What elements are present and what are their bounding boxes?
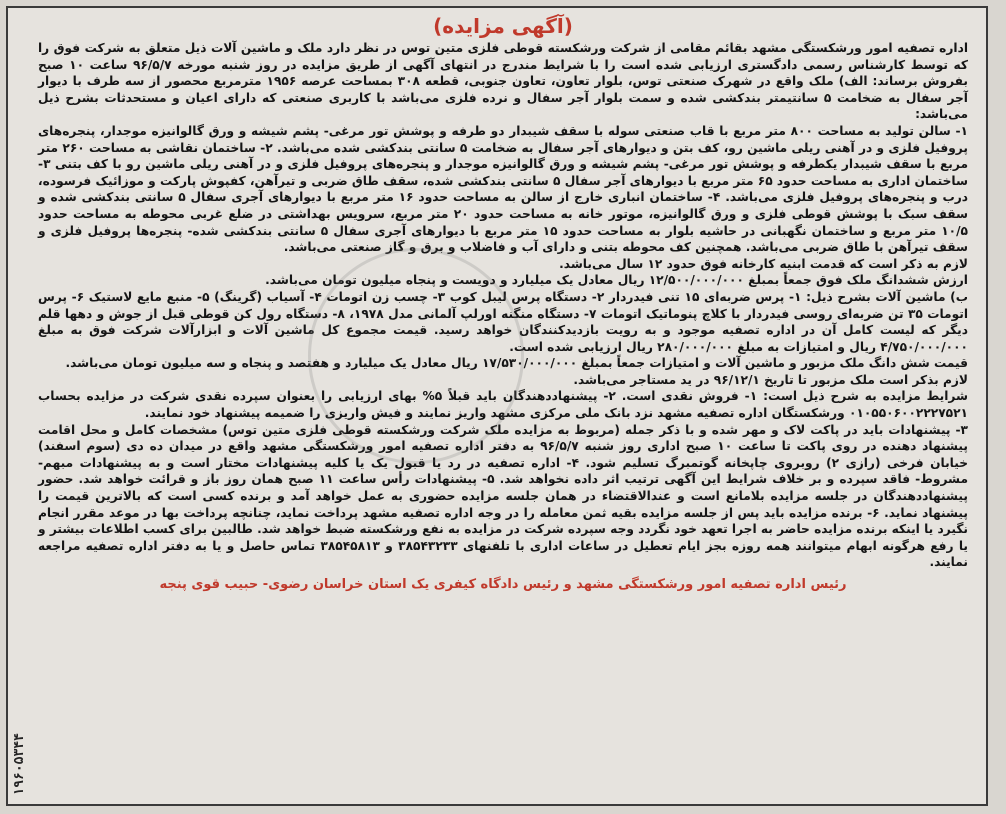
paragraph-machinery: ب) ماشین آلات بشرح ذیل: ۱- پرس ضربه‌ای ۱۵ تنی فیدردار ۲- دستگاه پرس لیبل کوب ۳- چسب زن اتومات ۴- آسیاب (گرینگ) ۵- منبع مایع لاستیک ۶- پرس اتومات ۳۵ تن ضربه‌ای روسی فیدردار با کلاچ پنوماتیک اتومات ۷- دستگاه منگنه اورلپ آلمانی مدل ۱۹۷۸، ۸- دستگاه رول کن قوطی قبل از جوش و دهها قلم دیگر که لیست کامل آن در اداره تصفیه موجود و به رویت بازدیدکنندگان خواهد رسید. قیمت مجموع کل ماشین آلات و ابزارآلات شرکت فوق به مبلغ ۴/۷۵۰/۰۰۰/۰۰۰ ریال و امتیازات به مبلغ ۲۸۰/۰۰۰/۰۰۰ ریال ارزیابی شده است. — [38, 289, 969, 354]
paragraph-intro: اداره تصفیه امور ورشکستگی مشهد بقائم مقامی از شرکت ورشکسته قوطی فلزی متین توس در نظر دارد ملک و ماشین آلات ذیل متعلق به شرکت فوق را که توسط کارشناس رسمی دادگستری ارزیابی شده است را با شرایط مندرج در انتهای آگهی از طریق مزایده در روز شنبه مورخه ۹۶/۵/۷ ساعت ۱۰ صبح بفروش برساند: الف) ملک واقع در شهرک صنعتی توس، بلوار تعاون، تعاون جنوبی، قطعه ۳۰۸ بمساحت عرصه ۱۹۵۶ مترمربع محصور از سه طرف با دیوار آجر سفال به ضخامت ۵ سانتیمتر بندکشی شده و سمت بلوار آجر سفال و نرده فلزی می‌باشد با کاربری صنعتی که دارای اعیان و مستحدثات بشرح ذیل می‌باشد: — [38, 41, 969, 122]
paragraph-property-value: ارزش ششدانگ ملک فوق جمعاً بمبلغ ۱۲/۵۰۰/۰۰۰/۰۰۰ ریال معادل یک میلیارد و دویست و پنجاه میلیون تومان می‌باشد. — [265, 273, 968, 288]
notice-sheet — [6, 6, 988, 806]
signature-line: رئیس اداره تصفیه امور ورشکستگی مشهد و رئیس دادگاه کیفری یک استان خراسان رضوی- حبیب قوی پنجه — [159, 577, 847, 592]
side-code: ۱۹۶۰۵۳۴۴ — [12, 733, 27, 796]
paragraph-tenant: لازم بذکر است ملک مزبور تا تاریخ ۹۶/۱۲/۱ در ید مستاجر می‌باشد. — [573, 372, 968, 387]
paragraph-conditions: شرایط مزایده به شرح ذیل است: ۱- فروش نقدی است. ۲- پیشنهاددهندگان باید قبلاً ۵% بهای ارزیابی را بعنوان سپرده نقدی شرکت در مزایده بحساب ۰۱۰۵۵۰۶۰۰۲۲۲۷۵۲۱ ورشکستگان اداره تصفیه مشهد نزد بانک ملی مرکزی مشهد واریز نمایند و فیش واریزی را ضمیمه پیشنهاد خود نمایند. — [38, 389, 968, 421]
paragraph-total-value: قیمت شش دانگ ملک مزبور و ماشین آلات و امتیازات جمعاً بمبلغ ۱۷/۵۳۰/۰۰۰/۰۰۰ ریال معادل یک میلیارد و هفتصد و پنجاه و سه میلیون تومان می‌باشد. — [65, 356, 968, 371]
paragraph-submission-rules: ۳- پیشنهادات باید در پاکت لاک و مهر شده و با ذکر جمله (مربوط به مزایده ملک شرکت ورشکسته قوطی فلزی متین توس) مشخصات کامل و محل اقامت پیشنهاد دهنده در روی پاکت تا ساعت ۱۰ صبح اداری روز شنبه ۹۶/۵/۷ به دفتر اداره تصفیه امور ورشکستگی مشهد واقع در میدان ده دی (سوم اسفند) خیابان فرخی (رازی ۲) روبروی چاپخانه گوتمبرگ تسلیم شود. ۴- اداره تصفیه در رد یا قبول یک یا کلیه پیشنهادات مختار است و به پیشنهادات مبهم- مشروط- فاقد سپرده و بر خلاف شرایط این آگهی ترتیب اثر داده نخواهد شد. ۵- پیشنهادات رأس ساعت ۱۱ صبح همان روز باز و قرائت خواهد شد. حضور پیشنهاددهندگان در جلسه مزایده بلامانع است و عندالاقتضاء در همان جلسه مزایده حضوری به عمل خواهد آمد و برنده کسی است که بالاترین قیمت را پیشنهاد نماید. ۶- برنده مزایده باید پس از جلسه مزایده بقیه ثمن معامله را در وجه اداره تصفیه مشهد پرداخت نماید، چنانچه پرداخت بها در موعد مقرر انجام نگیرد یا اینکه برنده مزایده حاضر به اجرا تعهد خود نگردد وجه سپرده شرکت در مزایده به نفع ورشکسته ضبط خواهد شد. طالبین برای کسب اطلاعات بیشتر و یا رفع هرگونه ابهام میتوانند همه روزه بجز ایام تعطیل در ساعات اداری با تلفنهای ۳۸۵۴۳۲۳۳ و ۳۸۵۴۵۸۱۳ تماس حاصل و یا به دفتر اداره تصفیه مراجعه نمایند. — [38, 422, 969, 570]
paragraph-buildings: ۱- سالن تولید به مساحت ۸۰۰ متر مربع با قاب صنعتی سوله با سقف شیبدار دو طرفه و پوشش تور مرغی- پشم شیشه و ورق گالوانیزه موجدار، پنجره‌های پروفیل فلزی و در آهنی ریلی ماشین رو، کف بتن و دیوارهای آجر سفال به ضخامت ۵ سانتی بندکشی شده می‌باشد. ۲- ساختمان نقاشی به مساحت ۲۶۰ متر مربع با سقف شیبدار یکطرفه و پوشش تور مرغی- پشم شیشه و ورق گالوانیزه موجدار و پنجره‌های پروفیل فلزی و در آهنی ریلی ماشین رو با کف بتنی ۳- ساختمان اداری به مساحت حدود ۶۵ متر مربع با دیوارهای آجر سفال ۵ سانتی بندکشی شده، سقف طاق ضربی و تیرآهن، کفپوش پارکت و موزائیک فرسوده، درب و پنجره‌های پروفیل فلزی می‌باشد. ۴- ساختمان انباری خارج از سالن به مساحت حدود ۱۶ متر مربع با دیوارهای آجری سفال ۵ سانتی بندکشی شده و سقف سبک با پوشش قوطی فلزی و ورق گالوانیزه، موتور خانه به مساحت حدود ۲۰ متر مربع، سرویس بهداشتی در ضلع غربی محوطه به مساحت حدود ۱۰/۵ متر مربع و ساختمان نگهبانی در حاشیه بلوار به مساحت حدود ۱۵ متر مربع با دیوارهای آجری سفال ۵ سانتی بندکشی شده- پنجره‌ها پروفیل فلزی و سقف تیرآهن با طاق ضربی می‌باشد. همچنین کف محوطه بتنی و دارای آب و فاضلاب و برق و گاز صنعتی می‌باشد. — [38, 123, 969, 255]
paragraph-age: لازم به ذکر است که قدمت ابنیه کارخانه فوق حدود ۱۲ سال می‌باشد. — [559, 256, 968, 271]
notice-title: (آگهی مزایده) — [433, 14, 573, 38]
